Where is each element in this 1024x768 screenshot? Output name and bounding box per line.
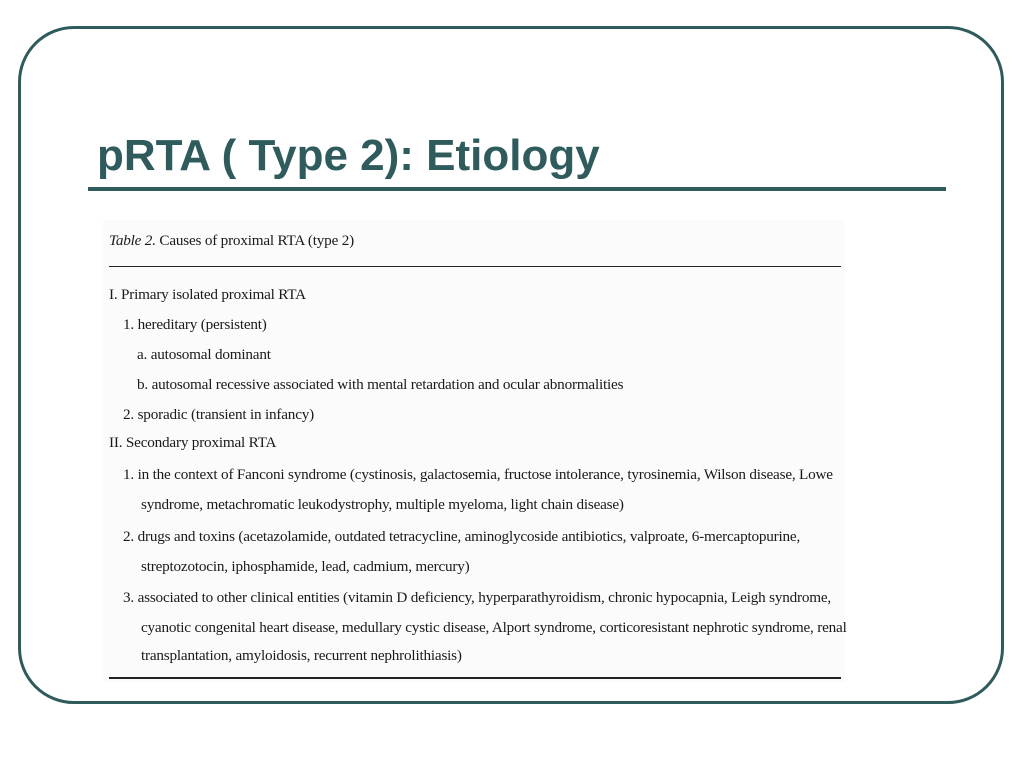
section-primary-heading: I. Primary isolated proximal RTA bbox=[109, 286, 306, 303]
table-caption-label: Table 2. bbox=[109, 232, 156, 249]
list-item-fanconi-continued: syndrome, metachromatic leukodystrophy, multiple myeloma, light chain disease) bbox=[141, 496, 624, 513]
list-item-drugs-toxins-continued: streptozotocin, iphosphamide, lead, cadmium, mercury) bbox=[141, 558, 470, 575]
table-bottom-rule bbox=[109, 677, 841, 679]
list-item-autosomal-recessive: b. autosomal recessive associated with mental retardation and ocular abnormalities bbox=[137, 376, 624, 393]
table-caption bbox=[109, 232, 354, 250]
list-item-fanconi: 1. in the context of Fanconi syndrome (cystinosis, galactosemia, fructose intolerance, tyrosinemia, Wilson disease, Lowe bbox=[123, 466, 833, 483]
list-item-autosomal-dominant: a. autosomal dominant bbox=[137, 346, 271, 363]
table-caption-text: Causes of proximal RTA (type 2) bbox=[159, 232, 354, 249]
table-top-rule bbox=[109, 266, 841, 267]
list-item-clinical-entities: 3. associated to other clinical entities (vitamin D deficiency, hyperparathyroidism, chronic hypocapnia, Leigh syndrome, bbox=[123, 589, 832, 606]
section-secondary-heading: II. Secondary proximal RTA bbox=[109, 434, 277, 451]
list-item-sporadic: 2. sporadic (transient in infancy) bbox=[123, 406, 314, 423]
list-item-drugs-toxins: 2. drugs and toxins (acetazolamide, outdated tetracycline, aminoglycoside antibiotics, valproate, 6-mercaptopurine, bbox=[123, 528, 801, 545]
list-item-hereditary: 1. hereditary (persistent) bbox=[123, 316, 267, 333]
title-underline bbox=[88, 187, 946, 191]
slide-title: pRTA ( Type 2): Etiology bbox=[97, 131, 600, 180]
causes-table bbox=[103, 220, 845, 682]
list-item-clinical-entities-continued-2: transplantation, amyloidosis, recurrent nephrolithiasis) bbox=[141, 647, 462, 664]
list-item-clinical-entities-continued: cyanotic congenital heart disease, medullary cystic disease, Alport syndrome, corticoresistant nephrotic syndrome, renal bbox=[141, 619, 847, 636]
